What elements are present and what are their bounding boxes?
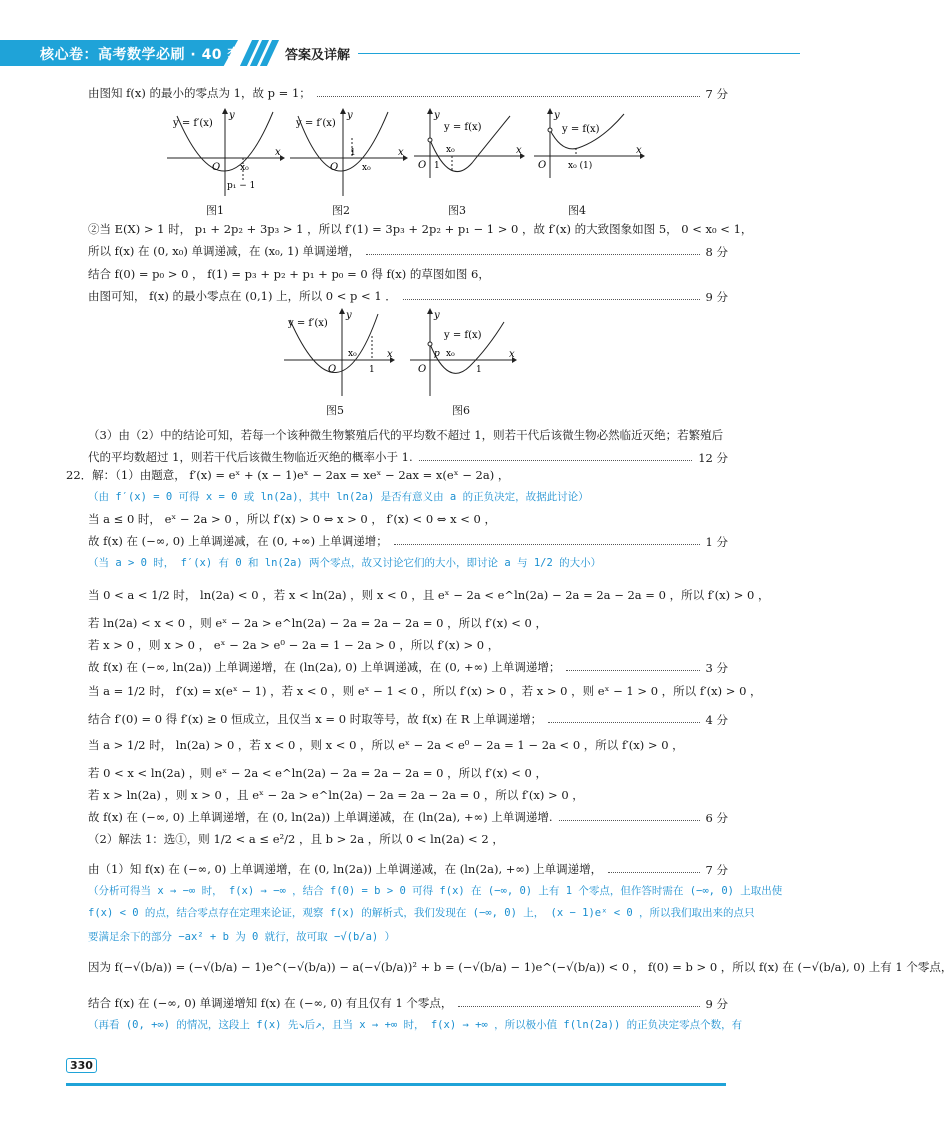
solution-line: 所以 f(x) 在 (0, x₀) 单调递减，在 (x₀, 1) 单调递增， (88, 244, 361, 258)
solution-line: （3）由（2）中的结论可知，若每一个该种微生物繁殖后代的平均数不超过 1，则若干代后该微生物必然临近灭绝；若繁殖后 (88, 428, 724, 442)
figure-1-caption: 图1 (206, 204, 224, 217)
solution-line: 若 0 < x < ln(2a) ，则 eˣ − 2a < e^ln(2a) − 2a = 2a − 2a = 0 ，所以 f′(x) < 0 ， (88, 766, 547, 780)
figure-2-origin: O (330, 162, 339, 173)
figure-3-origin: O (418, 160, 427, 171)
dotted-leader (566, 662, 700, 671)
header-subtitle: 答案及详解 (285, 48, 351, 63)
annotation-note: （当 a > 0 时， f′(x) 有 0 和 ln(2a) 两个零点，故又讨论它们的大小，即讨论 a 与 1/2 的大小） (88, 557, 602, 569)
figure-2-caption: 图2 (332, 204, 350, 217)
solution-line: 故 f(x) 在 (−∞, ln(2a)) 上单调递增，在 (ln(2a), 0) 上单调递减，在 (0, +∞) 上单调递增； (88, 660, 561, 674)
figure-2-mark-x0: x₀ (362, 163, 371, 173)
figure-6-x-label: x (509, 349, 515, 360)
score-mark: 9 分 (705, 997, 728, 1011)
annotation-note: （再看 (0, +∞) 的情况，这段上 f(x) 先↘后↗，且当 x → +∞ 时， f(x) → +∞ ，所以极小值 f(ln(2a)) 的正负决定零点个数，有 (88, 1019, 743, 1031)
figure-6-mark-1: 1 (476, 365, 482, 375)
figure-4-mark-x0: x₀ (1) (568, 161, 593, 171)
figure-5-origin: O (328, 364, 337, 375)
solution-line: （2）解法 1：选①，则 1/2 < a ≤ e²/2 ，且 b > 2a ，所以 0 < ln(2a) < 2 ， (88, 832, 504, 846)
score-mark: 1 分 (705, 535, 728, 549)
footer-rule (66, 1083, 726, 1086)
figure-5-curve-label: y = f′(x) (288, 318, 328, 329)
figure-3-y-label: y (434, 110, 440, 121)
solution-line: 因为 f(−√(b/a)) = (−√(b/a) − 1)e^(−√(b/a)) − a(−√(b/a))² + b = (−√(b/a) − 1)e^(−√(b/a)) < 0 ， f(0) = b > 0 ，所以 f(x) 在 (−√(b/a), 0) 上有 1 个零点， (88, 960, 952, 974)
dotted-leader (317, 88, 700, 97)
figure-5-caption: 图5 (326, 404, 344, 417)
annotation-note: （由 f′(x) = 0 可得 x = 0 或 ln(2a)，其中 ln(2a) 是否有意义由 a 的正负决定，故据此讨论） (88, 491, 589, 503)
figure-3-mark-1: 1 (434, 161, 440, 171)
annotation-note: 要满足余下的部分 −ax² + b 为 0 就行，故可取 −√(b/a) ） (88, 931, 396, 943)
figure-1-curve-label: y = f′(x) (173, 118, 213, 129)
figure-4-origin: O (538, 160, 547, 171)
figure-2-graph (288, 108, 408, 198)
dotted-leader (419, 452, 692, 461)
dotted-leader (608, 864, 700, 873)
solution-line: 由图知 f(x) 的最小的零点为 1，故 p = 1； (88, 86, 311, 100)
figure-1-origin: O (212, 162, 221, 173)
dotted-leader (559, 812, 700, 821)
solution-line: 若 x > ln(2a) ，则 x > 0 ，且 eˣ − 2a > e^ln(2a) − 2a = 2a − 2a = 0 ，所以 f′(x) > 0 ， (88, 788, 584, 802)
solution-line: 结合 f′(0) = 0 得 f′(x) ≥ 0 恒成立，且仅当 x = 0 时取等号，故 f(x) 在 R 上单调递增； (88, 712, 543, 726)
score-mark: 3 分 (705, 661, 728, 675)
figure-5-mark-1: 1 (369, 365, 375, 375)
figure-1-y-label: y (229, 110, 235, 121)
solution-line: ②当 E(X) > 1 时， p₁ + 2p₂ + 3p₃ > 1 ，所以 f′(1) = 3p₃ + 2p₂ + p₁ − 1 > 0 ，故 f′(x) 的大致图象如图 5， 0 < x₀ < 1， (88, 222, 753, 236)
solution-line: 故 f(x) 在 (−∞, 0) 上单调递增，在 (0, ln(2a)) 上单调递减，在 (ln(2a), +∞) 上单调递增. (88, 810, 553, 824)
dotted-leader (403, 291, 700, 300)
figure-3-curve-label: y = f(x) (444, 122, 482, 133)
solution-line: 当 a = 1/2 时， f′(x) = x(eˣ − 1) ，若 x < 0 ，则 eˣ − 1 < 0 ，所以 f′(x) > 0 ，若 x > 0 ，则 eˣ − 1 > 0 ，所以 f′(x) > 0 ， (88, 684, 762, 698)
figure-3-x-label: x (516, 145, 522, 156)
figure-1-mark-x0: x₀ (240, 163, 249, 173)
header-rule (358, 53, 800, 54)
annotation-note: f(x) < 0 的点，结合零点存在定理来论证，观察 f(x) 的解析式，我们发现在 (−∞, 0) 上， (x − 1)eˣ < 0 ，所以我们取出来的点只 (88, 907, 755, 919)
header-title: 核心卷：高考数学必刷 · 40 套 (40, 47, 242, 63)
figure-3-caption: 图3 (448, 204, 466, 217)
figure-4-y-label: y (554, 110, 560, 121)
figure-6-caption: 图6 (452, 404, 470, 417)
figure-5-x-label: x (387, 349, 393, 360)
solution-line: 当 0 < a < 1/2 时， ln(2a) < 0 ，若 x < ln(2a) ，则 x < 0 ，且 eˣ − 2a < e^ln(2a) − 2a = 2a − 2a = 0 ，所以 f′(x) > 0 ， (88, 588, 770, 602)
figure-4-graph (532, 108, 647, 198)
figure-2-curve-label: y = f′(x) (296, 118, 336, 129)
figure-1-x-label: x (275, 147, 281, 158)
solution-line: 22．解：（1）由题意， f′(x) = eˣ + (x − 1)eˣ − 2ax = xeˣ − 2ax = x(eˣ − 2a) ， (66, 468, 510, 482)
figure-5-mark-x0: x₀ (348, 349, 357, 359)
solution-line: 结合 f(x) 在 (−∞, 0) 单调递增知 f(x) 在 (−∞, 0) 有且仅有 1 个零点， (88, 996, 453, 1010)
solution-line: 由（1）知 f(x) 在 (−∞, 0) 上单调递增，在 (0, ln(2a)) 上单调递减，在 (ln(2a), +∞) 上单调递增， (88, 862, 603, 876)
figure-4-caption: 图4 (568, 204, 586, 217)
score-mark: 7 分 (705, 863, 728, 877)
dotted-leader (548, 714, 700, 723)
figure-6-y-label: y (434, 310, 440, 321)
score-mark: 9 分 (705, 290, 728, 304)
figure-4-curve-label: y = f(x) (562, 124, 600, 135)
solution-line: 故 f(x) 在 (−∞, 0) 上单调递减，在 (0, +∞) 上单调递增； (88, 534, 388, 548)
solution-line: 由图可知， f(x) 的最小零点在 (0,1) 上，所以 0 < p < 1 ． (88, 289, 397, 303)
figure-2-y-label: y (347, 110, 353, 121)
figure-3-mark-x0: x₀ (446, 145, 455, 155)
score-mark: 7 分 (705, 87, 728, 101)
figure-1-graph (165, 108, 285, 198)
figure-6-origin: O (418, 364, 427, 375)
dotted-leader (394, 536, 700, 545)
solution-line: 当 a ≤ 0 时， eˣ − 2a > 0 ，所以 f′(x) > 0 ⇔ x > 0 ， f′(x) < 0 ⇔ x < 0 ， (88, 512, 496, 526)
figure-6-mark-x0: x₀ (446, 349, 455, 359)
score-mark: 4 分 (705, 713, 728, 727)
figure-6-graph (408, 308, 518, 398)
solution-line: 若 ln(2a) < x < 0 ，则 eˣ − 2a > e^ln(2a) − 2a = 2a − 2a = 0 ，所以 f′(x) < 0 ， (88, 616, 547, 630)
solution-line: 代的平均数超过 1，则若干代后该微生物临近灭绝的概率小于 1. (88, 450, 413, 464)
dotted-leader (366, 246, 700, 255)
page-number: 330 (66, 1058, 97, 1073)
figure-6-curve-label: y = f(x) (444, 330, 482, 341)
figure-4-x-label: x (636, 145, 642, 156)
figure-2-x-label: x (398, 147, 404, 158)
figure-5-y-label: y (346, 310, 352, 321)
score-mark: 12 分 (698, 451, 728, 465)
figure-1-mark-p1: p₁ − 1 (227, 181, 256, 191)
annotation-note: （分析可得当 x → −∞ 时， f(x) → −∞ ，结合 f(0) = b > 0 可得 f(x) 在 (−∞, 0) 上有 1 个零点，但作答时需在 (−∞, 0) 上取出使 (88, 885, 783, 897)
figure-6-mark-p: p (434, 349, 440, 359)
solution-line: 结合 f(0) = p₀ > 0 ， f(1) = p₃ + p₂ + p₁ + p₀ = 0 得 f(x) 的草图如图 6， (88, 267, 490, 281)
figure-3-graph (412, 108, 527, 198)
page-header (0, 40, 800, 66)
dotted-leader (458, 998, 700, 1007)
solution-line: 若 x > 0 ，则 x > 0 ， eˣ − 2a > e⁰ − 2a = 1 − 2a > 0 ，所以 f′(x) > 0 ， (88, 638, 500, 652)
figure-2-mark-1: 1 (350, 148, 356, 158)
solution-line: 当 a > 1/2 时， ln(2a) > 0 ，若 x < 0 ，则 x < 0 ，所以 eˣ − 2a < e⁰ − 2a = 1 − 2a < 0 ，所以 f′(x) > 0 ， (88, 738, 684, 752)
score-mark: 8 分 (705, 245, 728, 259)
score-mark: 6 分 (705, 811, 728, 825)
figure-5-graph (282, 308, 397, 398)
